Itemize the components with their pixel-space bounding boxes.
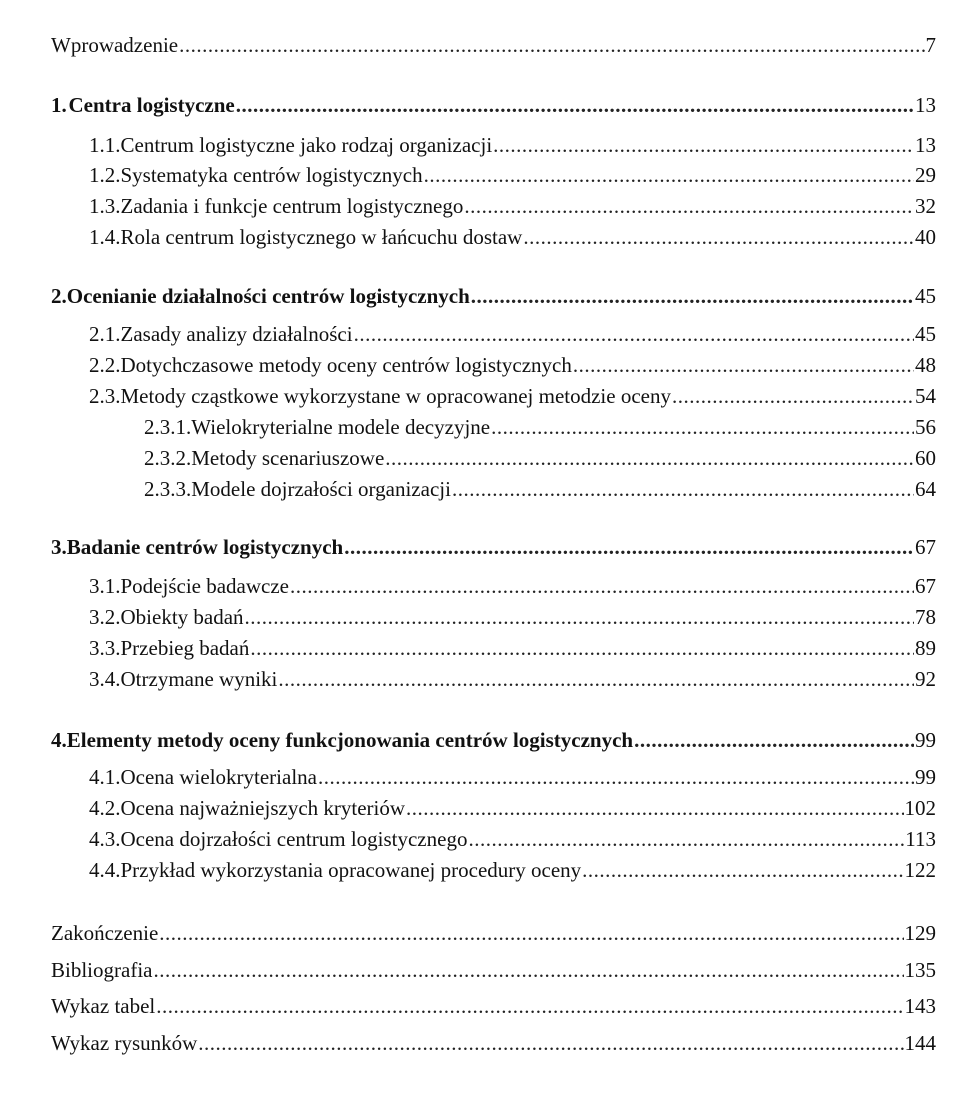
dot-leader <box>250 636 914 661</box>
dot-leader <box>245 605 914 630</box>
dot-leader <box>468 827 904 852</box>
dot-leader <box>318 765 914 790</box>
toc-entry-bibliography <box>51 958 936 983</box>
dot-leader <box>153 958 903 983</box>
dot-leader <box>156 994 903 1019</box>
entry-page: 7 <box>925 33 936 57</box>
section-page: 122 <box>904 858 936 882</box>
subsection-page: 64 <box>915 477 936 501</box>
toc-section <box>89 322 936 347</box>
dot-leader <box>278 667 914 692</box>
chapter-title: Centra logistyczne <box>68 93 235 117</box>
toc-chapter-4 <box>51 728 936 753</box>
dot-leader <box>634 728 914 753</box>
subsection-title: Modele dojrzałości organizacji <box>191 477 451 501</box>
section-title: Otrzymane wyniki <box>120 667 278 691</box>
section-page: 102 <box>904 796 936 820</box>
entry-page: 135 <box>904 958 936 982</box>
subsection-number: 2.3.3. <box>144 477 192 501</box>
section-page: 54 <box>915 384 936 408</box>
section-title: Podejście badawcze <box>120 574 290 598</box>
entry-page: 129 <box>904 921 936 945</box>
entry-title: Bibliografia <box>51 958 153 982</box>
dot-leader <box>406 796 903 821</box>
toc-section <box>89 796 936 821</box>
dot-leader <box>290 574 914 599</box>
toc-chapter-1 <box>51 93 936 118</box>
chapter-page: 67 <box>915 535 936 559</box>
toc-chapter-2 <box>51 284 936 309</box>
chapter-title: Elementy metody oceny funkcjonowania centrów logistycznych <box>66 728 634 752</box>
entry-title: Zakończenie <box>51 921 159 945</box>
section-page: 29 <box>915 163 936 187</box>
dot-leader <box>424 163 914 188</box>
section-title: Przebieg badań <box>120 636 250 660</box>
section-number: 2.3. <box>89 384 121 408</box>
toc-section <box>89 667 936 692</box>
section-number: 2.2. <box>89 353 121 377</box>
dot-leader <box>523 225 914 250</box>
toc-entry-tables <box>51 994 936 1019</box>
entry-page: 144 <box>904 1031 936 1055</box>
toc-section <box>89 225 936 250</box>
section-title: Ocena wielokryterialna <box>120 765 317 789</box>
section-page: 92 <box>915 667 936 691</box>
chapter-title: Ocenianie działalności centrów logistycznych <box>66 284 470 308</box>
section-page: 40 <box>915 225 936 249</box>
toc-subsection <box>144 415 936 440</box>
section-title: Przykład wykorzystania opracowanej procedury oceny <box>120 858 582 882</box>
entry-page: 143 <box>904 994 936 1018</box>
section-number: 1.3. <box>89 194 121 218</box>
section-page: 78 <box>915 605 936 629</box>
section-number: 3.2. <box>89 605 121 629</box>
toc-section <box>89 636 936 661</box>
section-title: Centrum logistyczne jako rodzaj organizacji <box>120 133 493 157</box>
toc-section <box>89 163 936 188</box>
entry-title: Wykaz tabel <box>51 994 156 1018</box>
subsection-title: Wielokryterialne modele decyzyjne <box>191 415 491 439</box>
entry-title: Wykaz rysunków <box>51 1031 198 1055</box>
chapter-title: Badanie centrów logistycznych <box>66 535 344 559</box>
toc-entry-conclusion <box>51 921 936 946</box>
subsection-title: Metody scenariuszowe <box>191 446 385 470</box>
section-title: Zasady analizy działalności <box>120 322 353 346</box>
toc-section <box>89 353 936 378</box>
chapter-number: 1. <box>51 93 67 117</box>
section-number: 1.4. <box>89 225 121 249</box>
section-number: 4.4. <box>89 858 121 882</box>
toc-subsection <box>144 446 936 471</box>
chapter-number: 3. <box>51 535 67 559</box>
chapter-number: 4. <box>51 728 67 752</box>
subsection-page: 60 <box>915 446 936 470</box>
section-number: 4.2. <box>89 796 121 820</box>
section-title: Obiekty badań <box>120 605 244 629</box>
toc-chapter-3 <box>51 535 936 560</box>
toc-section <box>89 384 936 409</box>
dot-leader <box>385 446 914 471</box>
dot-leader <box>493 133 914 158</box>
section-number: 4.1. <box>89 765 121 789</box>
section-number: 3.4. <box>89 667 121 691</box>
entry-title: Wprowadzenie <box>51 33 179 57</box>
dot-leader <box>672 384 914 409</box>
section-page: 45 <box>915 322 936 346</box>
dot-leader <box>573 353 914 378</box>
section-number: 1.2. <box>89 163 121 187</box>
section-title: Zadania i funkcje centrum logistycznego <box>120 194 464 218</box>
section-page: 32 <box>915 194 936 218</box>
dot-leader <box>198 1031 903 1056</box>
chapter-page: 45 <box>915 284 936 308</box>
subsection-number: 2.3.1. <box>144 415 192 439</box>
section-title: Rola centrum logistycznego w łańcuchu dostaw <box>120 225 523 249</box>
subsection-page: 56 <box>915 415 936 439</box>
section-title: Dotychczasowe metody oceny centrów logistycznych <box>120 353 572 377</box>
dot-leader <box>464 194 914 219</box>
toc-section <box>89 858 936 883</box>
toc-section <box>89 765 936 790</box>
section-number: 3.1. <box>89 574 121 598</box>
section-page: 113 <box>905 827 936 851</box>
section-title: Ocena najważniejszych kryteriów <box>120 796 406 820</box>
dot-leader <box>354 322 914 347</box>
dot-leader <box>344 535 914 560</box>
toc-section <box>89 605 936 630</box>
toc-section <box>89 827 936 852</box>
section-number: 3.3. <box>89 636 121 660</box>
section-number: 1.1. <box>89 133 121 157</box>
dot-leader <box>471 284 914 309</box>
subsection-number: 2.3.2. <box>144 446 192 470</box>
toc-section <box>89 133 936 158</box>
toc-entry-introduction <box>51 33 936 58</box>
section-number: 4.3. <box>89 827 121 851</box>
section-page: 67 <box>915 574 936 598</box>
dot-leader <box>582 858 903 883</box>
dot-leader <box>491 415 914 440</box>
section-page: 48 <box>915 353 936 377</box>
toc-section <box>89 574 936 599</box>
dot-leader <box>236 93 914 118</box>
section-title: Systematyka centrów logistycznych <box>120 163 423 187</box>
section-page: 13 <box>915 133 936 157</box>
section-title: Ocena dojrzałości centrum logistycznego <box>120 827 468 851</box>
chapter-page: 13 <box>915 93 936 117</box>
toc-subsection <box>144 477 936 502</box>
dot-leader <box>179 33 924 58</box>
section-page: 99 <box>915 765 936 789</box>
section-number: 2.1. <box>89 322 121 346</box>
dot-leader <box>452 477 914 502</box>
toc-section <box>89 194 936 219</box>
dot-leader <box>159 921 903 946</box>
chapter-number: 2. <box>51 284 67 308</box>
section-page: 89 <box>915 636 936 660</box>
section-title: Metody cząstkowe wykorzystane w opracowanej metodzie oceny <box>120 384 671 408</box>
chapter-page: 99 <box>915 728 936 752</box>
toc-entry-figures <box>51 1031 936 1056</box>
